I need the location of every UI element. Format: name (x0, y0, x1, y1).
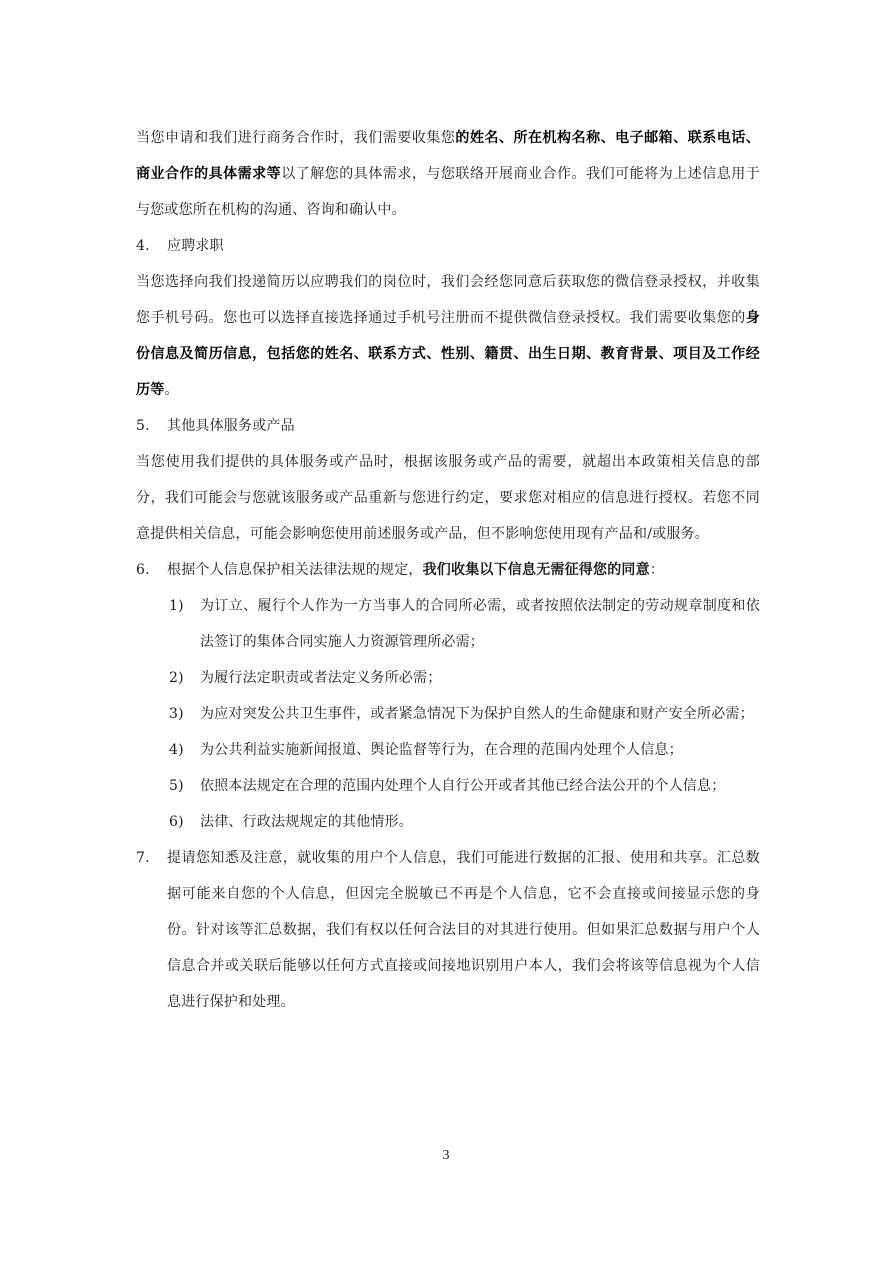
section-text: 根据个人信息保护相关法律法规的规定， (167, 562, 423, 578)
paragraph-text: 以了解您的具体需求，与您联络开展商业合作。我们可能将为上述信息用于与您或您所在机构的沟通、咨询和确认中。 (136, 166, 761, 218)
list-item (169, 660, 760, 696)
list-item-number: 6) (169, 814, 184, 830)
business-cooperation-paragraph (136, 120, 760, 228)
list-item-number: 5) (169, 778, 184, 794)
list-item-text: 依照本法规定在合理的范围内处理个人自行公开或者其他已经合法公开的个人信息； (200, 778, 726, 794)
list-item-text: 为履行法定职责或者法定义务所必需； (200, 670, 442, 686)
section-text: ： (649, 562, 665, 578)
list-item (169, 768, 760, 804)
list-item (169, 804, 760, 840)
section-number: 4. (136, 238, 150, 254)
bold-text: 身份信息及简历信息，包括您的姓名、联系方式、性别、籍贯、出生日期、教育背景、项目及工作经历等 (136, 310, 760, 398)
section-number: 6. (136, 562, 150, 578)
section-7-paragraph (136, 840, 760, 1020)
list-item (169, 588, 760, 660)
paragraph-text: 。 (164, 382, 179, 398)
paragraph-text: 当您申请和我们进行商务合作时，我们需要收集您 (136, 130, 456, 146)
list-item (169, 732, 760, 768)
paragraph-text: 提请您知悉及注意，就收集的用户个人信息，我们可能进行数据的汇报、使用和共享。汇总数据可能来自您的个人信息，但因完全脱敏已不再是个人信息，它不会直接或间接显示您的身份。针对该等汇总数据，我们有权以任何合法目的对其进行使用。但如果汇总数据与用户个人信息合并或关联后能够以任何方式直接或间接地识别用户本人，我们会将该等信息视为个人信息进行保护和处理。 (167, 850, 760, 1010)
bold-text: 我们收集以下信息无需征得您的同意 (422, 562, 650, 578)
list-item-number: 3) (169, 706, 184, 722)
section-number: 5. (136, 418, 150, 434)
page-number: 3 (442, 1148, 450, 1163)
list-item-text: 为应对突发公共卫生事件，或者紧急情况下为保护自然人的生命健康和财产安全所必需； (200, 706, 754, 722)
section-4-heading (136, 228, 760, 264)
list-item-number: 1) (169, 598, 184, 614)
section-6-heading (136, 552, 760, 588)
bold-text: 的姓名、所在机构名称、电子邮箱、联系电话、商业合作的具体需求等 (136, 130, 760, 182)
section-5-heading (136, 408, 760, 444)
list-item-text: 为公共利益实施新闻报道、舆论监督等行为，在合理的范围内处理个人信息； (200, 742, 683, 758)
section-title: 应聘求职 (167, 238, 224, 254)
paragraph-text: 当您选择向我们投递简历以应聘我们的岗位时，我们会经您同意后获取您的微信登录授权，并收集您手机号码。您也可以选择直接选择通过手机号注册而不提供微信登录授权。我们需要收集您的 (136, 274, 760, 326)
list-item-number: 4) (169, 742, 184, 758)
list-item-text: 为订立、履行个人作为一方当事人的合同所必需，或者按照依法制定的劳动规章制度和依法签订的集体合同实施人力资源管理所必需； (200, 598, 760, 650)
page-body (136, 120, 760, 1020)
list-item (169, 696, 760, 732)
job-application-paragraph (136, 264, 760, 408)
other-services-paragraph: 当您使用我们提供的具体服务或产品时，根据该服务或产品的需要，就超出本政策相关信息的部分，我们可能会与您就该服务或产品重新与您进行约定，要求您对相应的信息进行授权。若您不同意提供相关信息，可能会影响您使用前述服务或产品，但不影响您使用现有产品和/或服务。 (136, 454, 760, 542)
section-title: 其他具体服务或产品 (167, 418, 295, 434)
section-number: 7. (136, 850, 150, 866)
exemption-list (136, 588, 760, 840)
list-item-number: 2) (169, 670, 184, 686)
list-item-text: 法律、行政法规规定的其他情形。 (200, 814, 413, 830)
